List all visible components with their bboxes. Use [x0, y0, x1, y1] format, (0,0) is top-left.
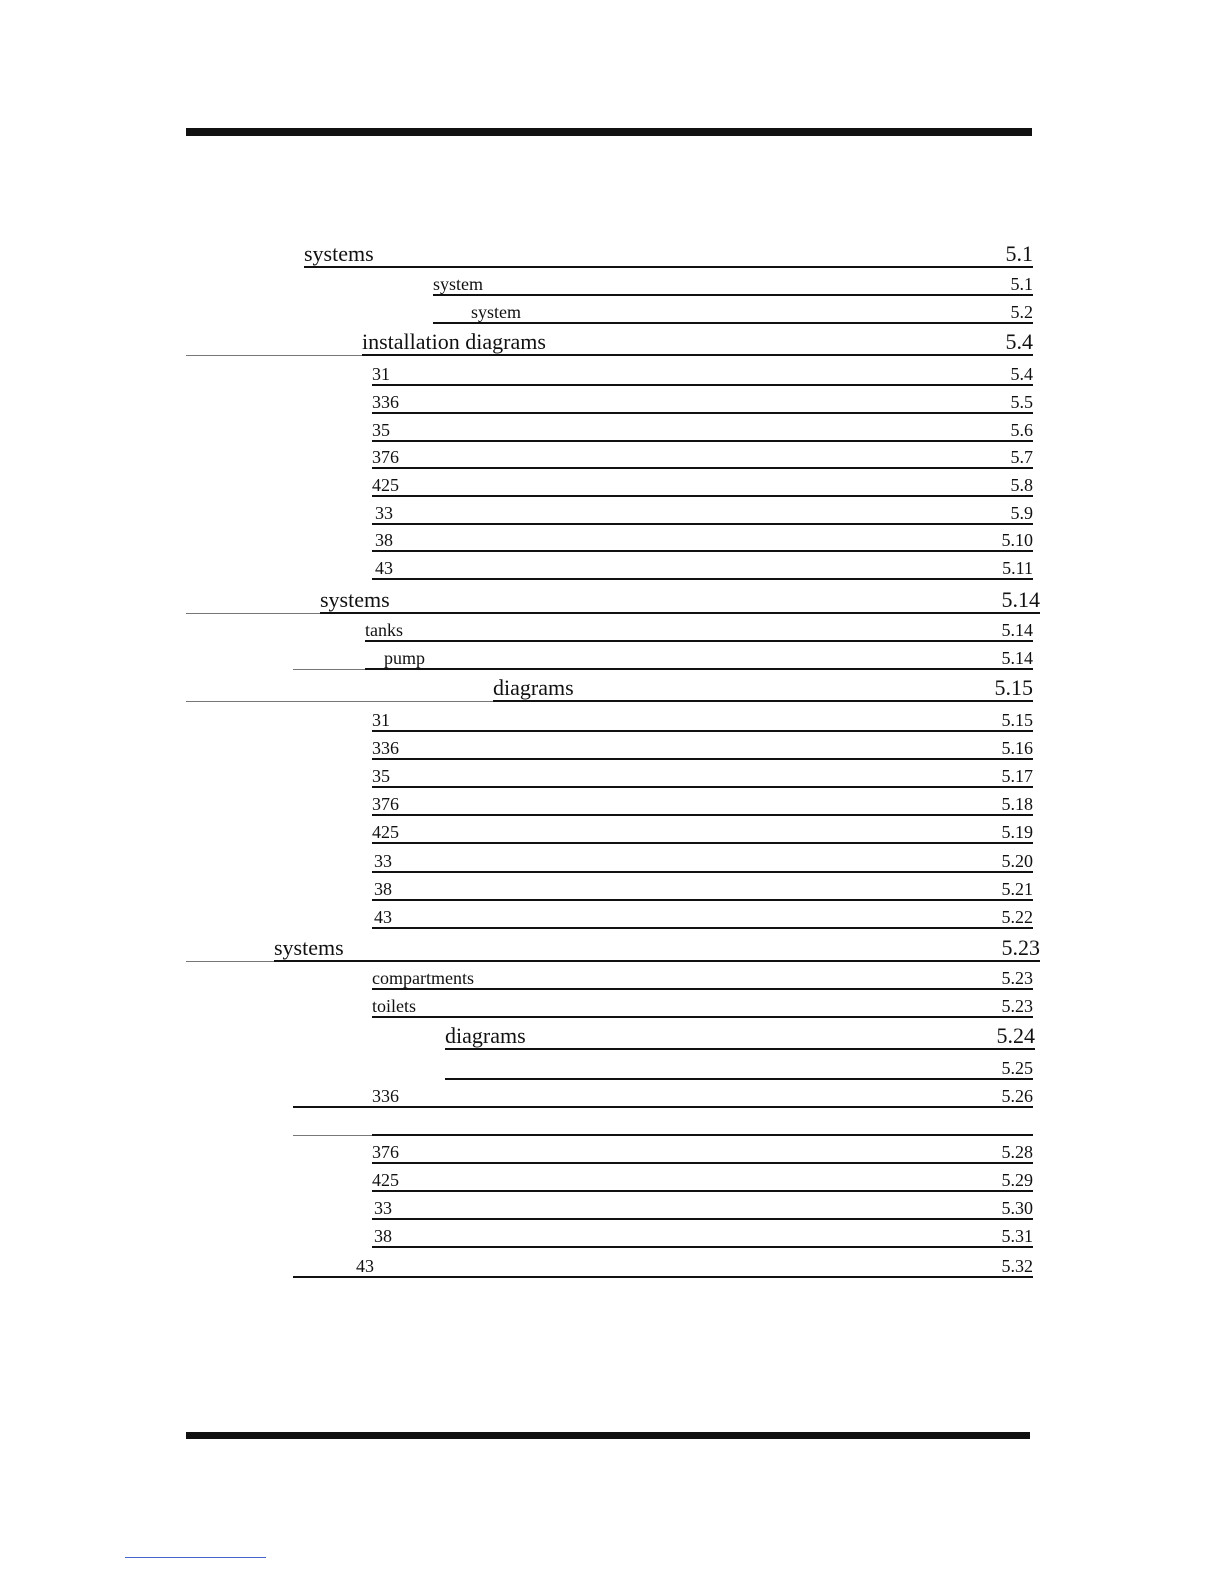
toc-entry-page-number: 5.16: [1001, 738, 1033, 758]
toc-entry[interactable]: [0, 1220, 1033, 1248]
toc-entry-page-number: 5.1: [1005, 241, 1033, 266]
toc-entry-underline: [433, 322, 1033, 324]
toc-entry-page-number: 5.23: [1001, 996, 1033, 1016]
toc-entry[interactable]: [0, 497, 1033, 525]
top-rule: [186, 128, 1032, 136]
toc-entry-page-number: 5.29: [1001, 1170, 1033, 1190]
toc-entry[interactable]: [0, 1250, 1033, 1278]
toc-entry[interactable]: [0, 552, 1033, 580]
toc-entry[interactable]: [0, 704, 1033, 732]
toc-entry-label: 33: [374, 851, 392, 871]
toc-entry-underline: [372, 578, 1033, 580]
toc-entry-label: 376: [372, 447, 399, 467]
toc-entry-label: 38: [374, 879, 392, 899]
toc-entry-page-number: 5.6: [1010, 420, 1033, 440]
toc-entry-page-number: 5.21: [1001, 879, 1033, 899]
toc-entry[interactable]: [0, 326, 1033, 356]
toc-entry-page-number: 5.5: [1010, 392, 1033, 412]
toc-entry-label: 425: [372, 475, 399, 495]
toc-entry-page-number: 5.14: [1001, 648, 1033, 668]
section-divider-line: [293, 669, 365, 670]
toc-entry-label: system: [471, 302, 522, 322]
toc-entry[interactable]: [0, 642, 1033, 670]
toc-entry[interactable]: [0, 1192, 1033, 1220]
toc-entry-page-number: 5.14: [1001, 587, 1040, 612]
toc-entry[interactable]: [0, 1136, 1033, 1164]
toc-entry-label: diagrams: [493, 675, 574, 700]
toc-entry[interactable]: [0, 238, 1033, 268]
toc-entry-page-number: 5.7: [1010, 447, 1033, 467]
toc-entry-page-number: 5.4: [1010, 364, 1033, 384]
toc-entry-label: 336: [372, 1086, 399, 1106]
toc-entry-page-number: 5.25: [1001, 1058, 1033, 1078]
toc-entry[interactable]: [0, 962, 1033, 990]
toc-entry-page-number: 5.26: [1001, 1086, 1033, 1106]
toc-entry-page-number: 5.14: [1001, 620, 1033, 640]
toc-entry-label: systems: [274, 935, 344, 960]
toc-entry[interactable]: [0, 414, 1033, 442]
toc-entry-page-number: 5.28: [1001, 1142, 1033, 1162]
toc-entry-page-number: 5.30: [1001, 1198, 1033, 1218]
toc-entry-label: diagrams: [445, 1023, 526, 1048]
toc-entry-page-number: 5.31: [1001, 1226, 1033, 1246]
toc-entry-page-number: 5.1: [1010, 274, 1033, 294]
toc-entry[interactable]: [0, 469, 1033, 497]
toc-entry-underline: [372, 842, 1033, 844]
toc-entry-page-number: 5.15: [994, 675, 1033, 700]
toc-entry-label: toilets: [372, 996, 416, 1016]
toc-entry-label: 35: [372, 420, 390, 440]
toc-entry[interactable]: [0, 816, 1033, 844]
toc-entry-underline: [365, 668, 1033, 670]
toc-entry[interactable]: [0, 1108, 1033, 1136]
toc-entry-label: installation diagrams: [362, 329, 546, 354]
toc-entry[interactable]: [0, 788, 1033, 816]
toc-entry-page-number: 5.9: [1010, 503, 1033, 523]
toc-entry-page-number: 5.2: [1010, 302, 1033, 322]
bottom-rule: [186, 1432, 1030, 1439]
toc-entry[interactable]: [0, 901, 1033, 929]
toc-entry[interactable]: [0, 760, 1033, 788]
toc-entry-label: pump: [384, 648, 426, 668]
toc-entry-label: systems: [304, 241, 374, 266]
toc-entry-label: tanks: [365, 620, 403, 640]
toc-entry-label: 31: [372, 710, 390, 730]
toc-entry[interactable]: [0, 1164, 1033, 1192]
section-divider-line: [186, 355, 362, 356]
toc-entry-page-number: 5.20: [1001, 851, 1033, 871]
toc-entry[interactable]: [0, 932, 1040, 962]
toc-entry-label: 336: [372, 738, 399, 758]
toc-entry-underline: [372, 927, 1033, 929]
section-divider-line: [186, 701, 493, 702]
toc-entry-label: 336: [372, 392, 399, 412]
toc-entry-underline: [372, 1016, 1033, 1018]
toc-entry[interactable]: [0, 386, 1033, 414]
toc-entry-label: 425: [372, 822, 399, 842]
toc-entry-label: 33: [374, 1198, 392, 1218]
toc-entry-label: 376: [372, 794, 399, 814]
toc-entry-label: systems: [320, 587, 390, 612]
footer-link-underline: [125, 1557, 266, 1558]
toc-entry-page-number: 5.23: [1001, 935, 1040, 960]
toc-entry[interactable]: [0, 990, 1033, 1018]
toc-entry-label: 33: [375, 503, 393, 523]
toc-entry-label: 43: [356, 1256, 374, 1276]
toc-entry-page-number: 5.18: [1001, 794, 1033, 814]
toc-entry-label: 35: [372, 766, 390, 786]
toc-entry-page-number: 5.23: [1001, 968, 1033, 988]
toc-entry-page-number: 5.19: [1001, 822, 1033, 842]
toc-entry-page-number: 5.10: [1001, 530, 1033, 550]
toc-entry[interactable]: [0, 1052, 1033, 1080]
toc-entry-underline: [372, 1246, 1033, 1248]
toc-entry-label: 425: [372, 1170, 399, 1190]
toc-entry[interactable]: [0, 358, 1033, 386]
toc-entry-page-number: 5.22: [1001, 907, 1033, 927]
toc-entry-label: system: [433, 274, 484, 294]
toc-entry-page-number: 5.24: [996, 1023, 1035, 1048]
toc-entry-underline: [362, 354, 1033, 356]
toc-entry-label: 376: [372, 1142, 399, 1162]
toc-entry[interactable]: [0, 845, 1033, 873]
toc-entry[interactable]: [0, 873, 1033, 901]
toc-entry-page-number: 5.15: [1001, 710, 1033, 730]
toc-entry-label: 31: [372, 364, 390, 384]
toc-entry[interactable]: [0, 296, 1033, 324]
toc-entry[interactable]: [0, 584, 1040, 614]
toc-entry-underline: [493, 700, 1033, 702]
toc-entry-label: 43: [374, 907, 392, 927]
toc-entry[interactable]: [0, 1080, 1033, 1108]
toc-entry[interactable]: [0, 268, 1033, 296]
toc-entry[interactable]: [0, 732, 1033, 760]
toc-entry-page-number: 5.8: [1010, 475, 1033, 495]
toc-entry[interactable]: [0, 614, 1033, 642]
toc-entry-label: 43: [375, 558, 393, 578]
toc-entry[interactable]: [0, 672, 1033, 702]
toc-entry[interactable]: [0, 441, 1033, 469]
toc-entry-page-number: 5.17: [1001, 766, 1033, 786]
toc-entry-label: compartments: [372, 968, 474, 988]
toc-entry-label: 38: [375, 530, 393, 550]
toc-entry-page-number: 5.4: [1005, 329, 1033, 354]
toc-entry-label: 38: [374, 1226, 392, 1246]
toc-entry-page-number: 5.32: [1001, 1256, 1033, 1276]
toc-entry[interactable]: [0, 524, 1033, 552]
toc-entry[interactable]: [0, 1020, 1035, 1050]
toc-entry-underline: [445, 1048, 1035, 1050]
toc-entry-page-number: 5.11: [1002, 558, 1033, 578]
toc-entry-underline: [293, 1276, 1033, 1278]
